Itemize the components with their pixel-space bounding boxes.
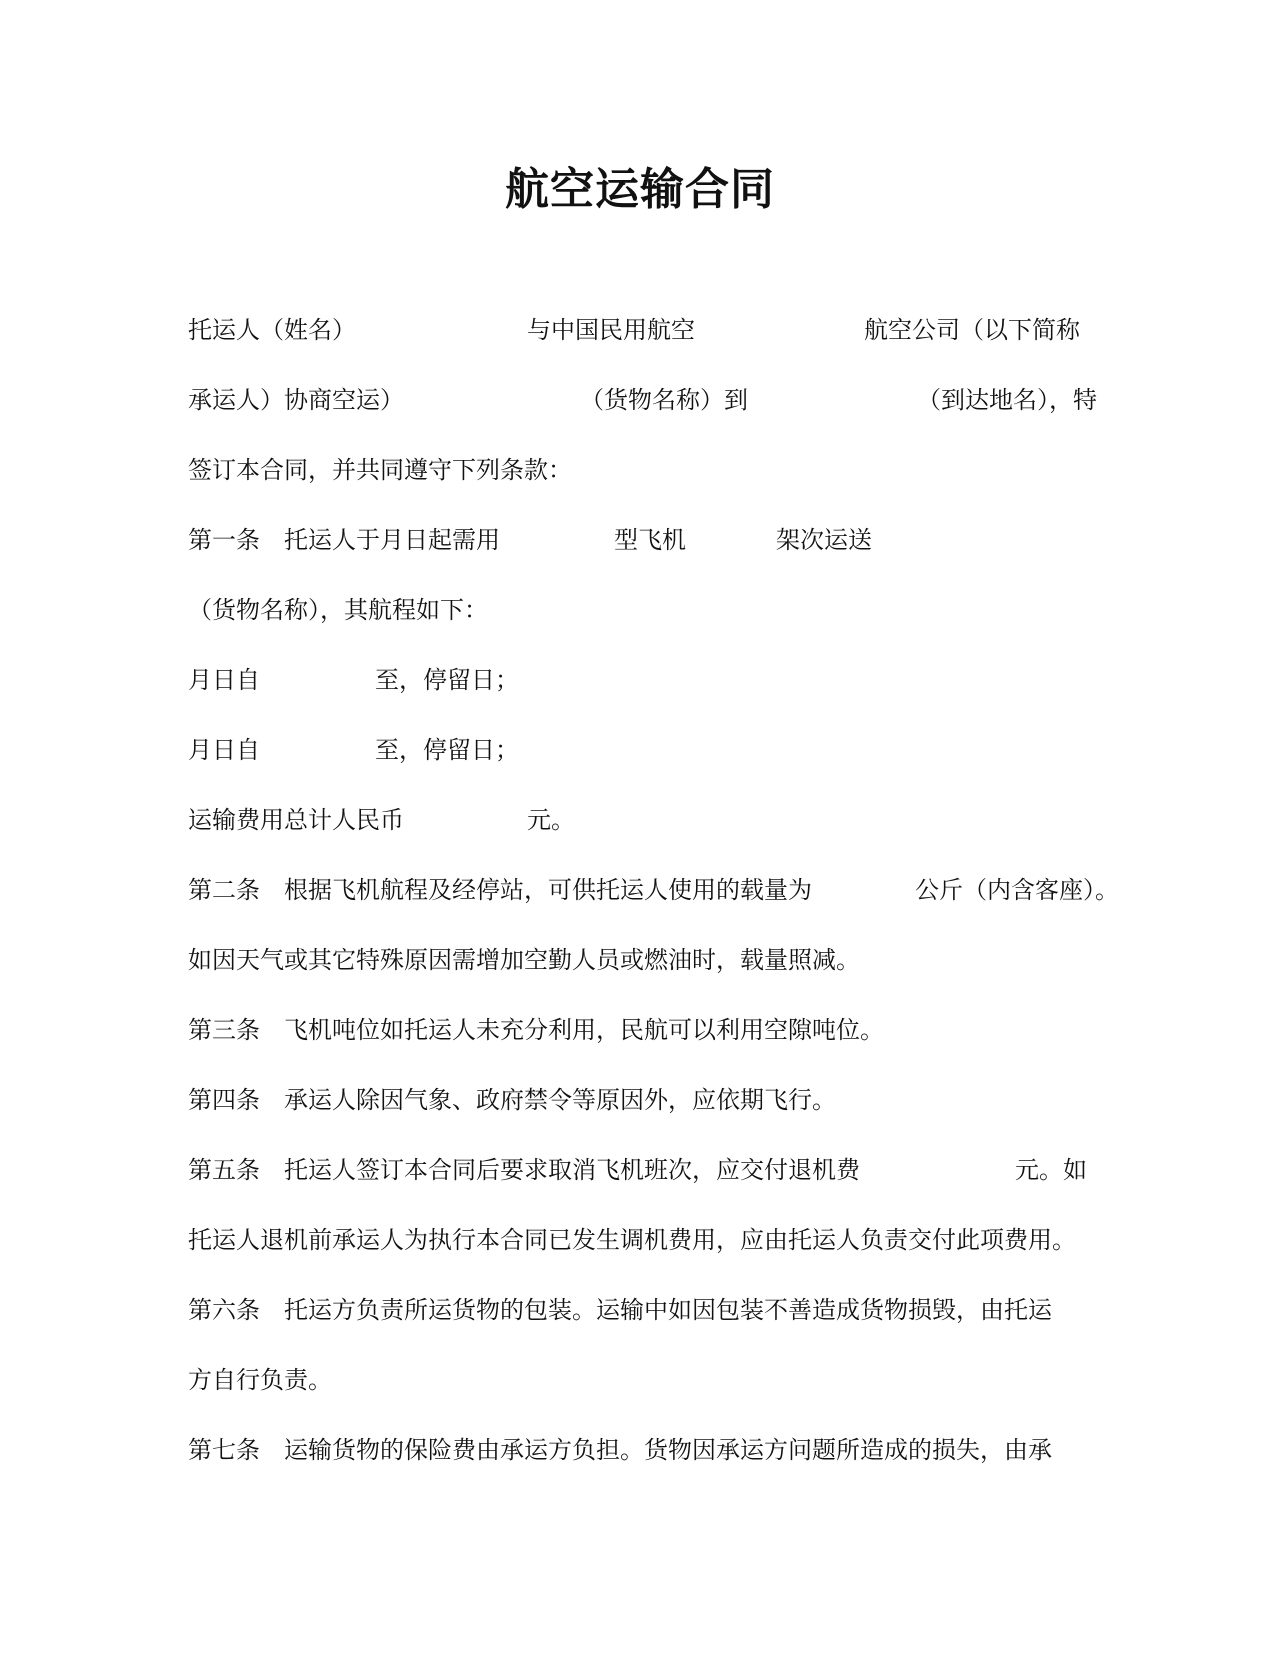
shipper-name-label: 托运人（姓名） (188, 316, 356, 344)
aircraft-type-label: 型飞机 (614, 526, 686, 554)
article-6-continued: 方自行负责。 (188, 1366, 332, 1394)
cancellation-fee-unit: 元。如 (1015, 1156, 1087, 1184)
airline-label: 航空公司（以下简称 (864, 316, 1080, 344)
article-7-text: 第七条 运输货物的保险费由承运方负担。货物因承运方问题所造成的损失，由承 (188, 1436, 1052, 1464)
article-5-continued: 托运人退机前承运人为执行本合同已发生调机费用，应由托运人负责交付此项费用。 (188, 1226, 1076, 1254)
route-1-to: 至，停留日； (375, 666, 519, 694)
contract-intro: 签订本合同，并共同遵守下列条款： (188, 456, 572, 484)
route-1-from: 月日自 (188, 666, 260, 694)
article-1-text: 第一条 托运人于月日起需用 (188, 526, 500, 554)
yuan-label: 元。 (527, 806, 575, 834)
caac-label: 与中国民用航空 (527, 316, 695, 344)
article-3-text: 第三条 飞机吨位如托运人未充分利用，民航可以利用空隙吨位。 (188, 1016, 884, 1044)
carrier-airfreight-label: 承运人）协商空运） (188, 386, 404, 414)
cargo-name-label: （货物名称）到 (580, 386, 748, 414)
route-intro: （货物名称），其航程如下： (188, 596, 488, 624)
destination-label: （到达地名），特 (917, 386, 1097, 414)
sorties-label: 架次运送 (776, 526, 872, 554)
article-6-text: 第六条 托运方负责所运货物的包装。运输中如因包装不善造成货物损毁，由托运 (188, 1296, 1052, 1324)
route-2-from: 月日自 (188, 736, 260, 764)
article-2-continued: 如因天气或其它特殊原因需增加空勤人员或燃油时，载量照减。 (188, 946, 860, 974)
article-5-text: 第五条 托运人签订本合同后要求取消飞机班次，应交付退机费 (188, 1156, 860, 1184)
article-4-text: 第四条 承运人除因气象、政府禁令等原因外，应依期飞行。 (188, 1086, 836, 1114)
freight-total-label: 运输费用总计人民币 (188, 806, 404, 834)
route-2-to: 至，停留日； (375, 736, 519, 764)
article-2-text: 第二条 根据飞机航程及经停站，可供托运人使用的载量为 (188, 876, 812, 904)
document-title: 航空运输合同 (505, 164, 775, 215)
payload-unit-label: 公斤（内含客座）。 (915, 876, 1119, 904)
